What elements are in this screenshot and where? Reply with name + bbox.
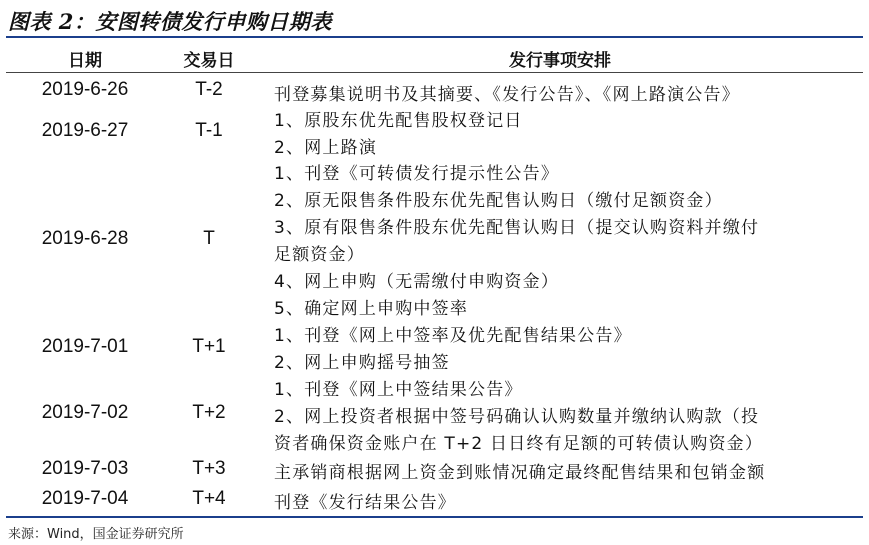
row-line: 2、网上投资者根据中签号码确认认购数量并缴纳认购款（投	[274, 407, 760, 427]
header-matters: 发行事项安排	[509, 51, 611, 71]
row-trade-day: T+2	[192, 402, 226, 423]
row-line: 2、原无限售条件股东优先配售认购日（缴付足额资金）	[274, 191, 723, 211]
row-line: 4、网上申购（无需缴付申购资金）	[274, 272, 560, 292]
row-line: 刊登《发行结果公告》	[274, 493, 456, 513]
row-trade-day: T-1	[195, 120, 223, 141]
chart-title: 图表 2：安图转债发行申购日期表	[8, 9, 332, 34]
header-trade-day: 交易日	[183, 51, 235, 71]
source-note: 来源：Wind，国金证券研究所	[8, 527, 184, 542]
header-date: 日期	[68, 51, 102, 71]
row-date: 2019-7-03	[41, 458, 129, 479]
row-date: 2019-6-27	[41, 120, 129, 141]
row-line: 3、原有限售条件股东优先配售认购日（提交认购资料并缴付	[274, 218, 760, 238]
row-line: 1、刊登《可转债发行提示性公告》	[274, 164, 560, 184]
row-date: 2019-6-26	[41, 79, 129, 100]
row-line: 刊登募集说明书及其摘要、《发行公告》、《网上路演公告》	[274, 85, 740, 105]
row-line: 资者确保资金账户在 T+2 日日终有足额的可转债认购资金）	[274, 434, 764, 454]
row-date: 2019-7-01	[41, 336, 129, 357]
row-line: 1、刊登《网上中签结果公告》	[274, 380, 523, 400]
row-trade-day: T+4	[192, 488, 226, 509]
header-rule	[6, 72, 863, 73]
row-trade-day: T	[203, 228, 215, 249]
row-trade-day: T-2	[195, 79, 223, 100]
bottom-rule	[6, 516, 863, 518]
row-date: 2019-6-28	[41, 228, 129, 249]
row-line: 1、原股东优先配售股权登记日	[274, 111, 523, 131]
row-line: 主承销商根据网上资金到账情况确定最终配售结果和包销金额	[274, 463, 766, 483]
row-trade-day: T+1	[192, 336, 226, 357]
row-line: 2、网上申购摇号抽签	[274, 353, 450, 373]
row-line: 足额资金）	[274, 245, 365, 265]
row-line: 1、刊登《网上中签率及优先配售结果公告》	[274, 326, 632, 346]
row-line: 2、网上路演	[274, 138, 378, 158]
top-rule	[6, 36, 863, 38]
row-trade-day: T+3	[192, 458, 226, 479]
row-date: 2019-7-02	[41, 402, 129, 423]
row-date: 2019-7-04	[41, 488, 129, 509]
row-line: 5、确定网上申购中签率	[274, 299, 469, 319]
